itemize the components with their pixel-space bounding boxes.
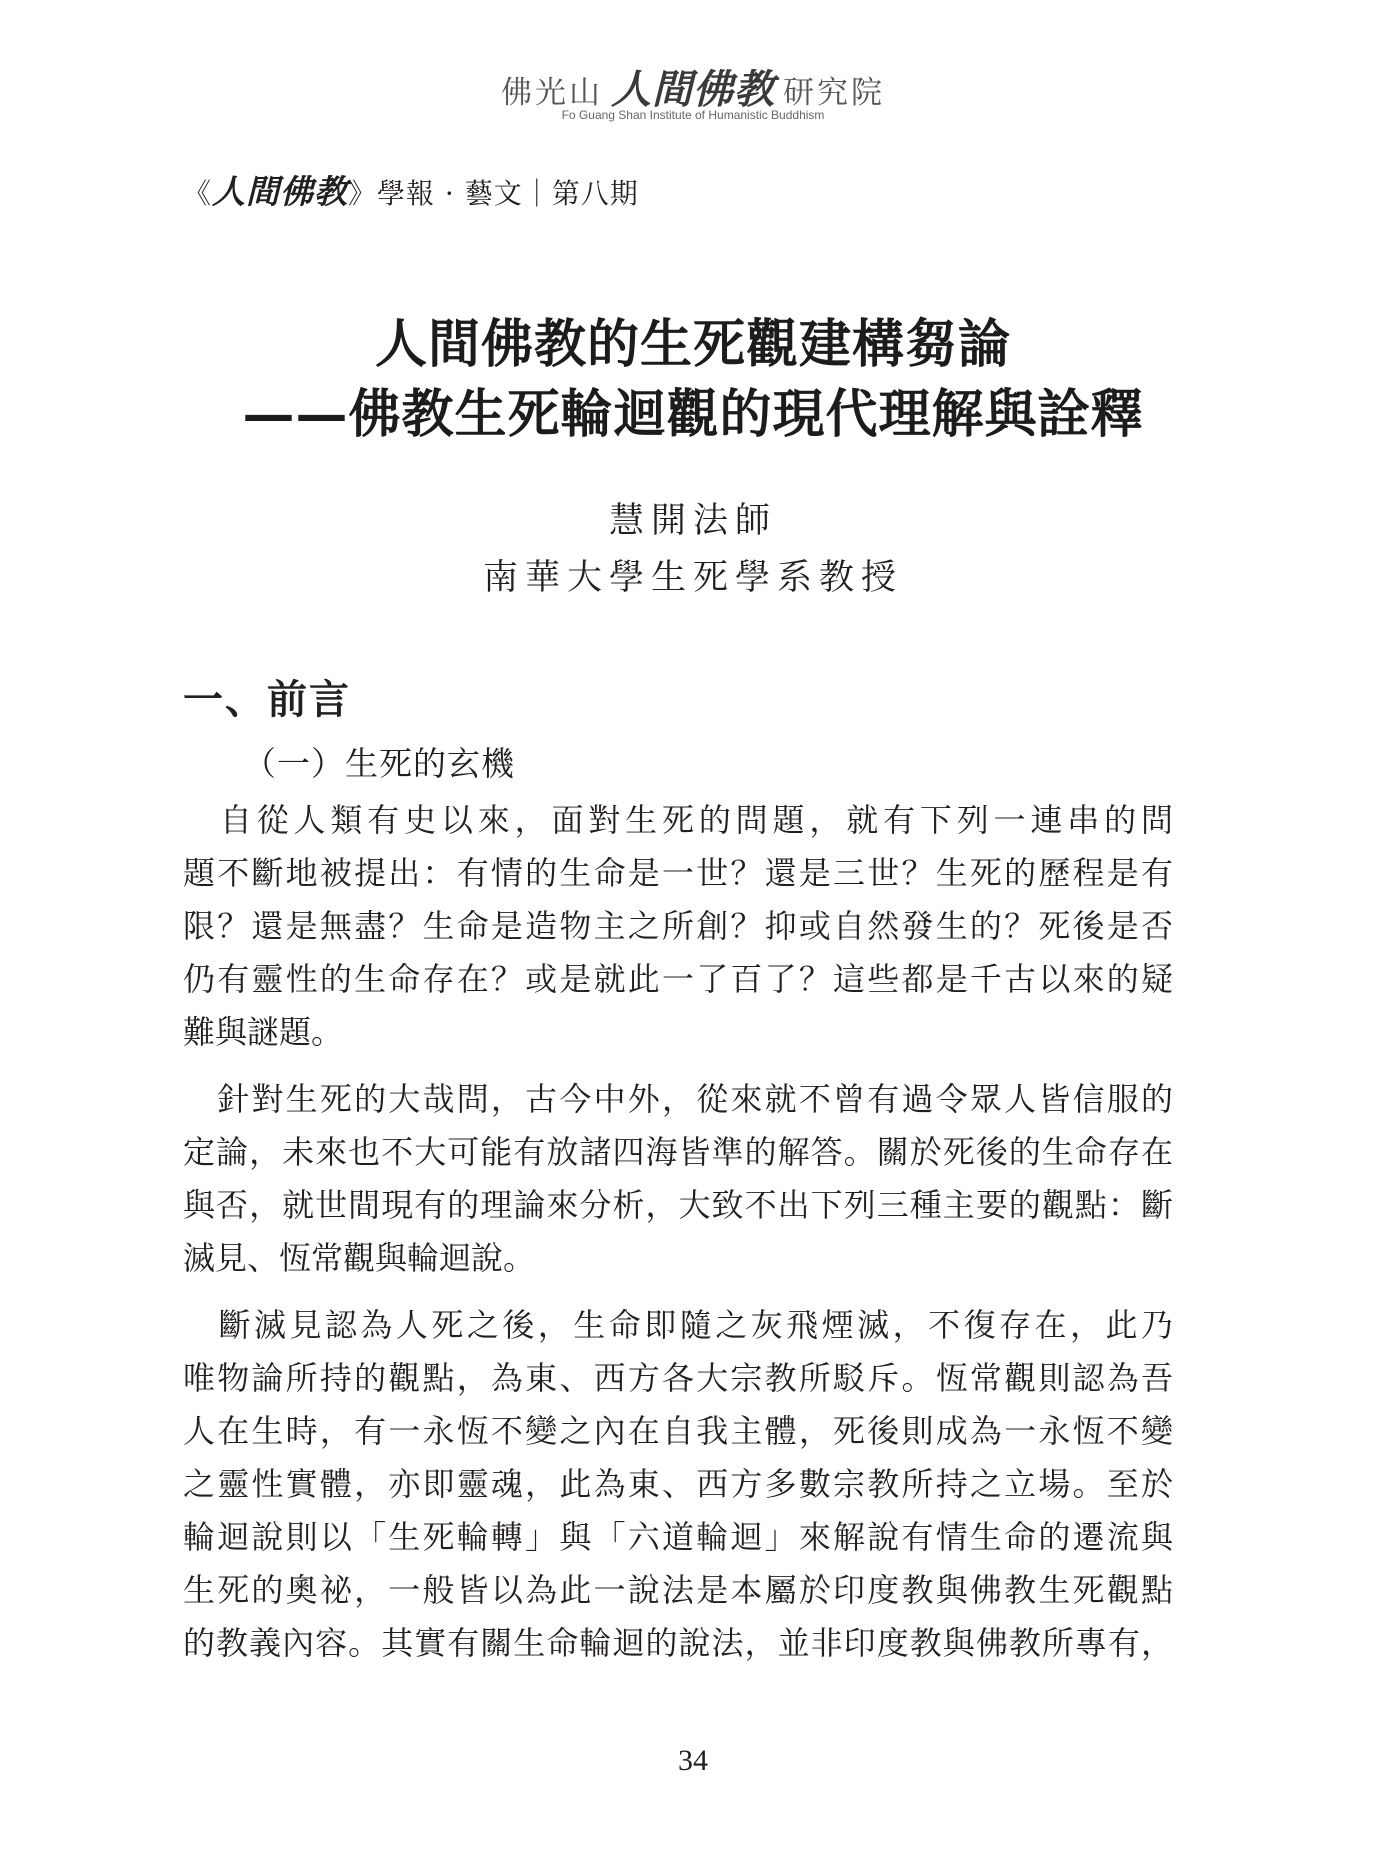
body-line: 題不斷地被提出：有情的生命是一世？還是三世？生死的歷程是有 <box>183 854 1173 892</box>
running-head <box>183 166 639 213</box>
section-heading: 一、前言 <box>183 676 351 723</box>
running-head-open: 《 <box>183 177 213 210</box>
body-line: 生死的奧祕，一般皆以為此一說法是本屬於印度教與佛教生死觀點 <box>183 1571 1173 1609</box>
body-line: 滅見、恆常觀與輪迴說。 <box>183 1239 536 1277</box>
body-line: 限？還是無盡？生命是造物主之所創？抑或自然發生的？死後是否 <box>183 907 1173 945</box>
body-line: 針對生死的大哉問，古今中外，從來就不曾有過令眾人皆信服的 <box>183 1080 1173 1118</box>
running-head-brand: 人間佛教 <box>212 172 349 211</box>
body-line: 輪迴說則以「生死輪轉」與「六道輪迴」來解說有情生命的遷流與 <box>183 1518 1173 1556</box>
body-line: 人在生時，有一永恆不變之內在自我主體，死後則成為一永恆不變 <box>183 1412 1173 1450</box>
body-line: 與否，就世間現有的理論來分析，大致不出下列三種主要的觀點：斷 <box>183 1186 1173 1224</box>
body-line: 斷滅見認為人死之後，生命即隨之灰飛煙滅，不復存在，此乃 <box>183 1306 1173 1344</box>
institute-name-left: 佛光山 <box>501 75 603 111</box>
subsection-heading: （一）生死的玄機 <box>243 744 515 783</box>
author-affiliation: 南華大學生死學系教授 <box>482 558 903 598</box>
body-line: 自從人類有史以來，面對生死的問題，就有下列一連串的問 <box>183 801 1173 839</box>
body-line: 仍有靈性的生命存在？或是就此一了百了？這些都是千古以來的疑 <box>183 960 1173 998</box>
institute-english-name: Fo Guang Shan Institute of Humanistic Buddhism <box>561 108 825 122</box>
institute-header <box>0 58 1386 115</box>
institute-name-right: 研究院 <box>783 75 885 111</box>
article-title: 人間佛教的生死觀建構芻論 <box>374 314 1011 375</box>
body-line: 定論，未來也不大可能有放諸四海皆準的解答。關於死後的生命存在 <box>183 1133 1173 1171</box>
institute-brand-logo: 人間佛教 <box>611 66 775 113</box>
article-subtitle: ——佛教生死輪迴觀的現代理解與詮釋 <box>242 384 1144 445</box>
body-line: 的教義內容。其實有關生命輪迴的說法，並非印度教與佛教所專有， <box>183 1624 1173 1662</box>
body-line: 之靈性實體，亦即靈魂，此為東、西方多數宗教所持之立場。至於 <box>183 1465 1173 1503</box>
page-number: 34 <box>678 1744 708 1777</box>
running-head-journal: 》學報 · 藝文｜第八期 <box>348 177 639 210</box>
body-line: 難與謎題。 <box>183 1013 344 1051</box>
body-line: 唯物論所持的觀點，為東、西方各大宗教所駁斥。恆常觀則認為吾 <box>183 1359 1173 1397</box>
author-name: 慧開法師 <box>608 501 777 541</box>
